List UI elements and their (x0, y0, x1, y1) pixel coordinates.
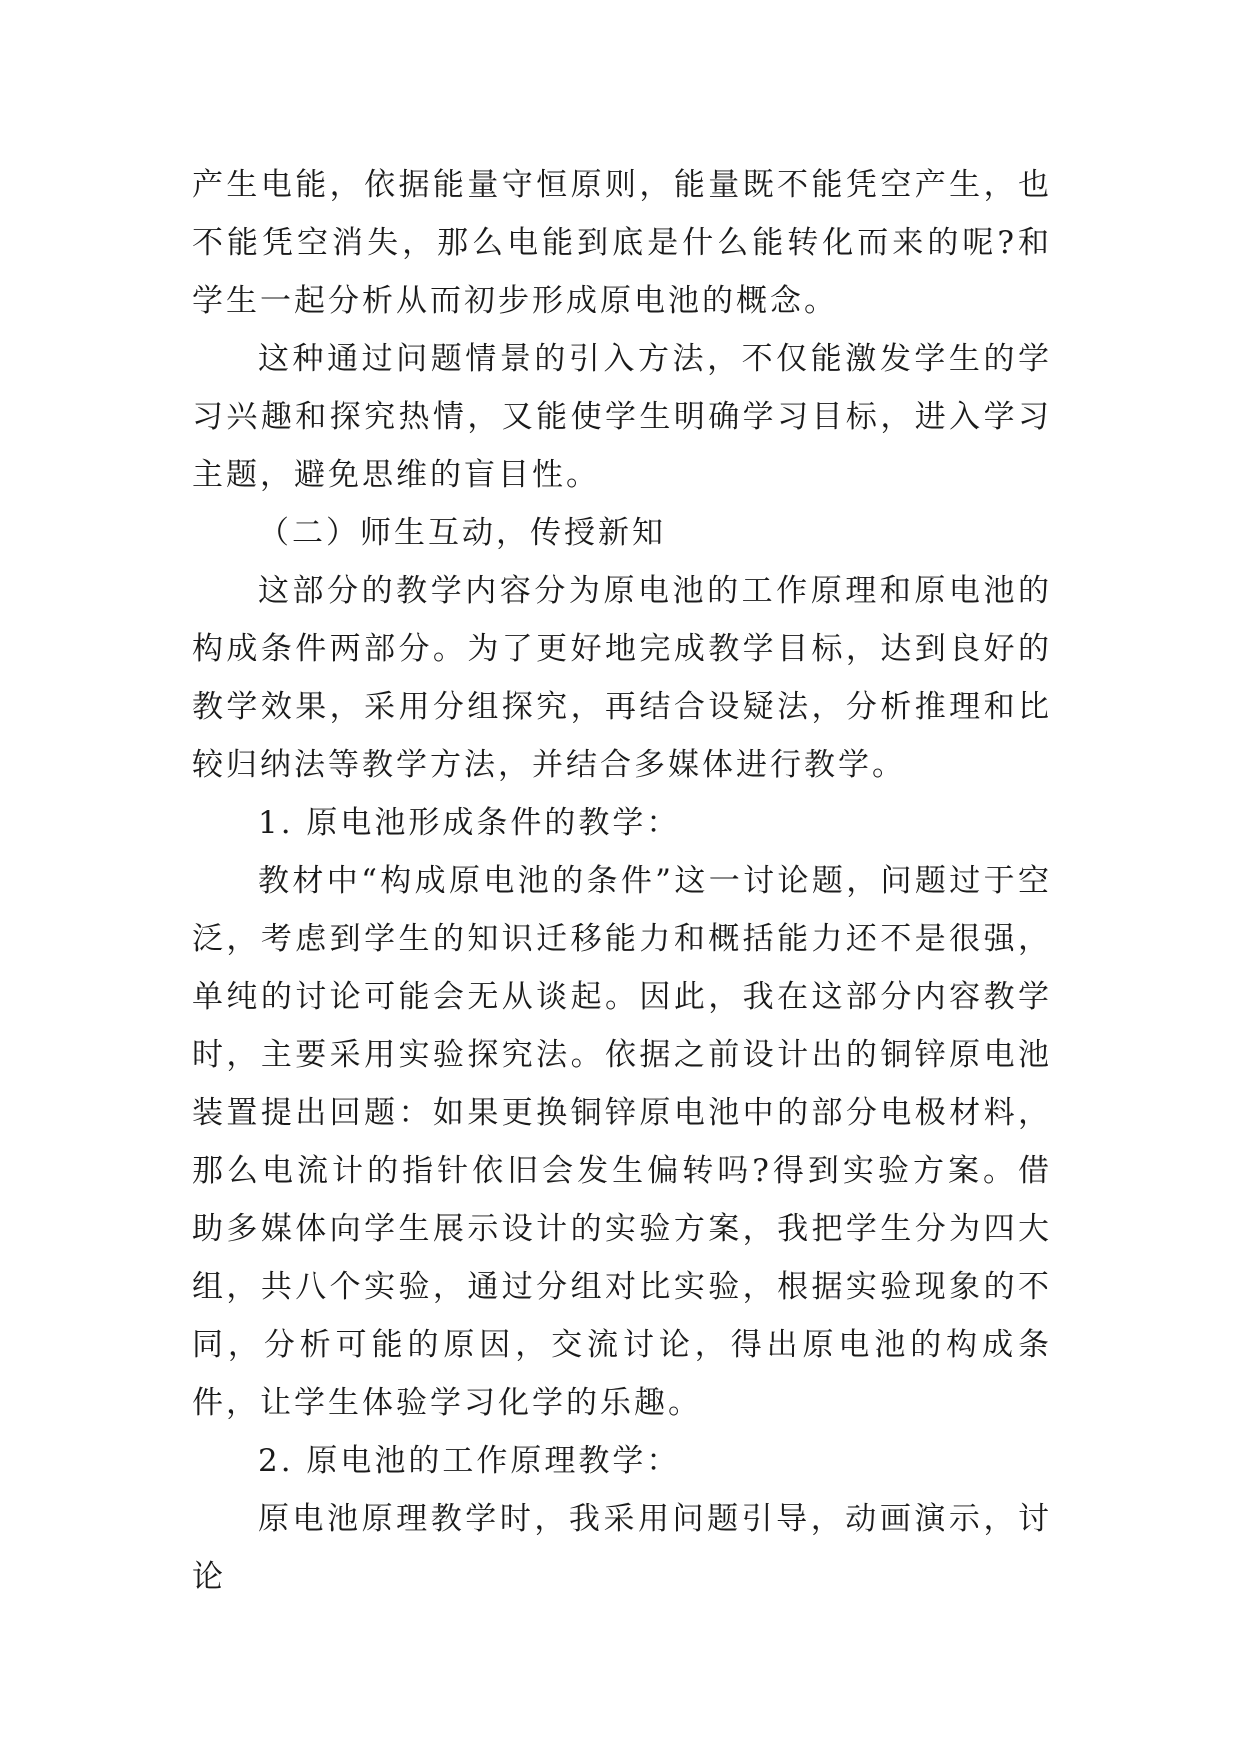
subheading-1: 1. 原电池形成条件的教学： (258, 805, 681, 841)
document-body (192, 156, 1052, 1606)
subheading-2: 2. 原电池的工作原理教学： (258, 1443, 681, 1479)
paragraph-5: 原电池原理教学时，我采用问题引导，动画演示，讨论 (192, 1501, 1052, 1595)
paragraph-4: 教材中“构成原电池的条件”这一讨论题，问题过于空泛，考虑到学生的知识迁移能力和概括能力还不是很强，单纯的讨论可能会无从谈起。因此，我在这部分内容教学时，主要采用实验探究法。依据之前设计出的铜锌原电池装置提出回题：如果更换铜锌原电池中的部分电极材料，那么电流计的指针依旧会发生偏转吗?得到实验方案。借助多媒体向学生展示设计的实验方案，我把学生分为四大组，共八个实验，通过分组对比实验，根据实验现象的不同，分析可能的原因，交流讨论，得出原电池的构成条件，让学生体验学习化学的乐趣。 (192, 863, 1052, 1421)
paragraph-1: 产生电能，依据能量守恒原则，能量既不能凭空产生，也不能凭空消失，那么电能到底是什么能转化而来的呢?和学生一起分析从而初步形成原电池的概念。 (192, 167, 1052, 319)
paragraph-2: 这种通过问题情景的引入方法，不仅能激发学生的学习兴趣和探究热情，又能使学生明确学习目标，进入学习主题，避免思维的盲目性。 (192, 341, 1052, 493)
paragraph-3: 这部分的教学内容分为原电池的工作原理和原电池的构成条件两部分。为了更好地完成教学目标，达到良好的教学效果，采用分组探究，再结合设疑法，分析推理和比较归纳法等教学方法，并结合多媒体进行教学。 (192, 573, 1052, 783)
section-heading-2: （二）师生互动，传授新知 (258, 515, 666, 551)
